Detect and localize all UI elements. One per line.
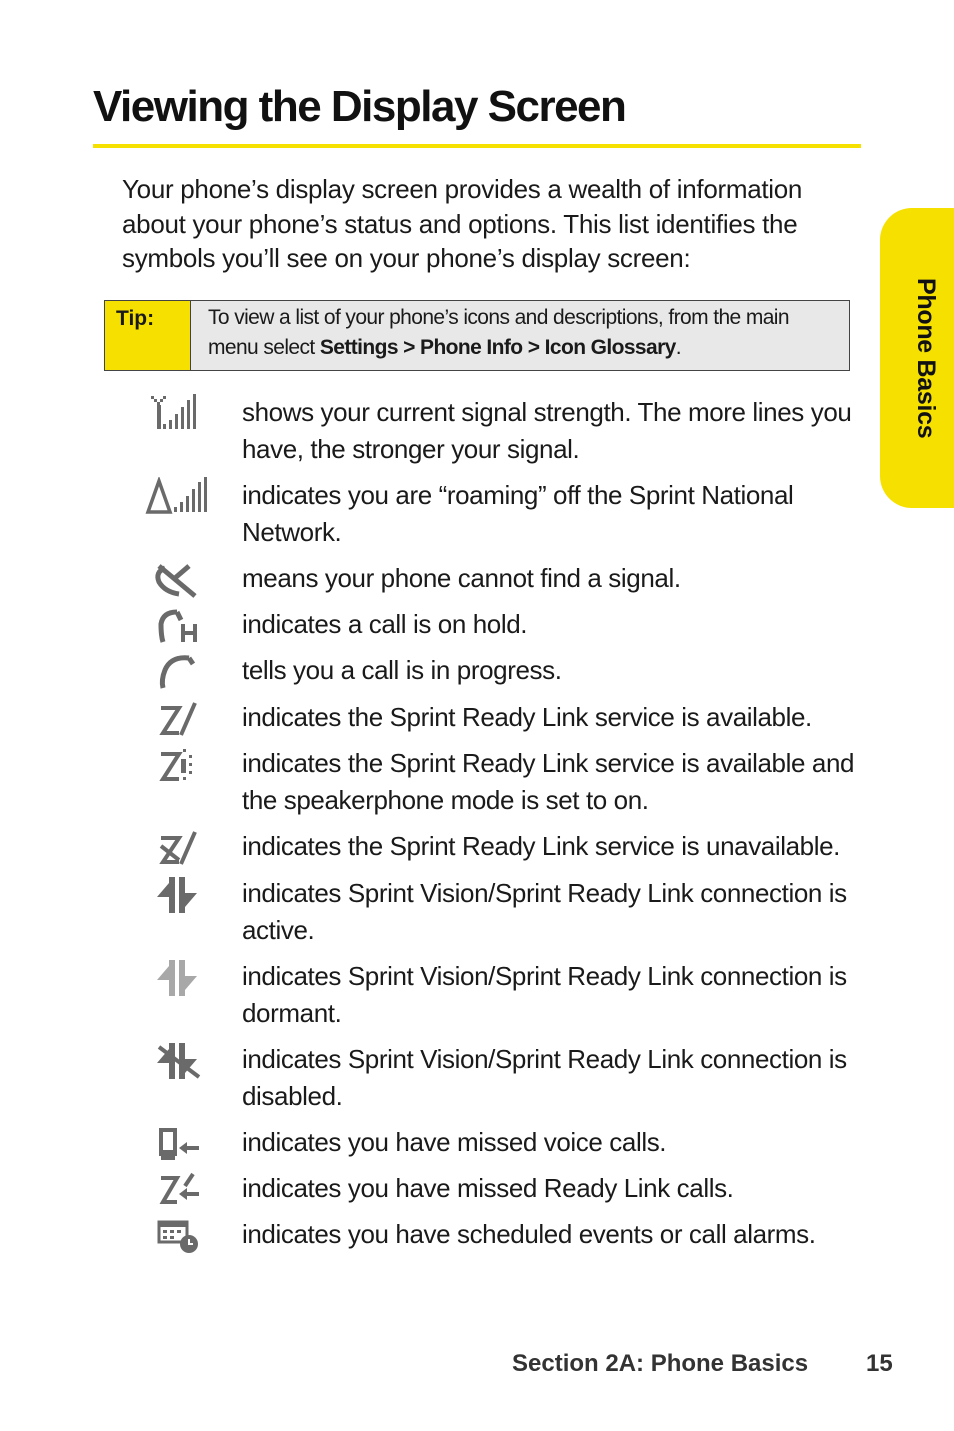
- missed-voice-call-icon: [145, 1124, 211, 1164]
- tip-text-after: .: [675, 336, 681, 359]
- tip-menu-path: Settings > Phone Info > Icon Glossary: [319, 336, 676, 359]
- icon-description: indicates the Sprint Ready Link service is available.: [242, 702, 812, 732]
- icon-description: means your phone cannot find a signal.: [242, 563, 681, 593]
- no-signal-icon: [145, 560, 211, 600]
- ready-link-speakerphone-icon: [145, 745, 211, 785]
- icon-description: indicates you are “roaming” off the Sprint National Network.: [242, 480, 794, 547]
- icon-description: indicates you have missed voice calls.: [242, 1127, 667, 1157]
- scheduled-event-icon: [145, 1216, 211, 1256]
- page-title: Viewing the Display Screen: [93, 82, 626, 131]
- signal-strength-icon: [145, 394, 211, 434]
- icon-description: indicates Sprint Vision/Sprint Ready Link connection is active.: [242, 878, 847, 945]
- call-on-hold-icon: [145, 606, 211, 646]
- icon-description: indicates Sprint Vision/Sprint Ready Link connection is dormant.: [242, 961, 847, 1028]
- icon-description: indicates you have scheduled events or call alarms.: [242, 1219, 816, 1249]
- ready-link-unavailable-icon: [145, 828, 211, 868]
- page-number: 15: [866, 1350, 893, 1377]
- side-tab-label: Phone Basics: [912, 278, 940, 439]
- icon-description: indicates a call is on hold.: [242, 609, 528, 639]
- ready-link-available-icon: [145, 699, 211, 739]
- missed-ready-link-call-icon: [145, 1170, 211, 1210]
- icon-description: indicates you have missed Ready Link calls.: [242, 1173, 734, 1203]
- connection-disabled-icon: [145, 1041, 211, 1081]
- tip-label: Tip:: [105, 301, 191, 370]
- icon-description: indicates the Sprint Ready Link service is unavailable.: [242, 831, 841, 861]
- call-in-progress-icon: [145, 652, 211, 692]
- icon-description: tells you a call is in progress.: [242, 655, 562, 685]
- footer-section-title: Section 2A: Phone Basics: [512, 1350, 809, 1377]
- icon-description: shows your current signal strength. The more lines you have, the stronger your signal.: [242, 397, 852, 464]
- icon-description: indicates Sprint Vision/Sprint Ready Link connection is disabled.: [242, 1044, 847, 1111]
- icon-description: indicates the Sprint Ready Link service is available and the speakerphone mode is set to on.: [242, 748, 855, 815]
- connection-dormant-icon: [145, 958, 211, 998]
- intro-paragraph: Your phone’s display screen provides a wealth of information about your phone’s status and options. This list identifies the symbols you’ll see on your phone’s display screen:: [122, 174, 803, 273]
- connection-active-icon: [145, 875, 211, 915]
- tip-text-before: To view a list of your phone’s icons and descriptions, from the main menu select: [208, 306, 789, 359]
- roaming-icon: [145, 477, 211, 517]
